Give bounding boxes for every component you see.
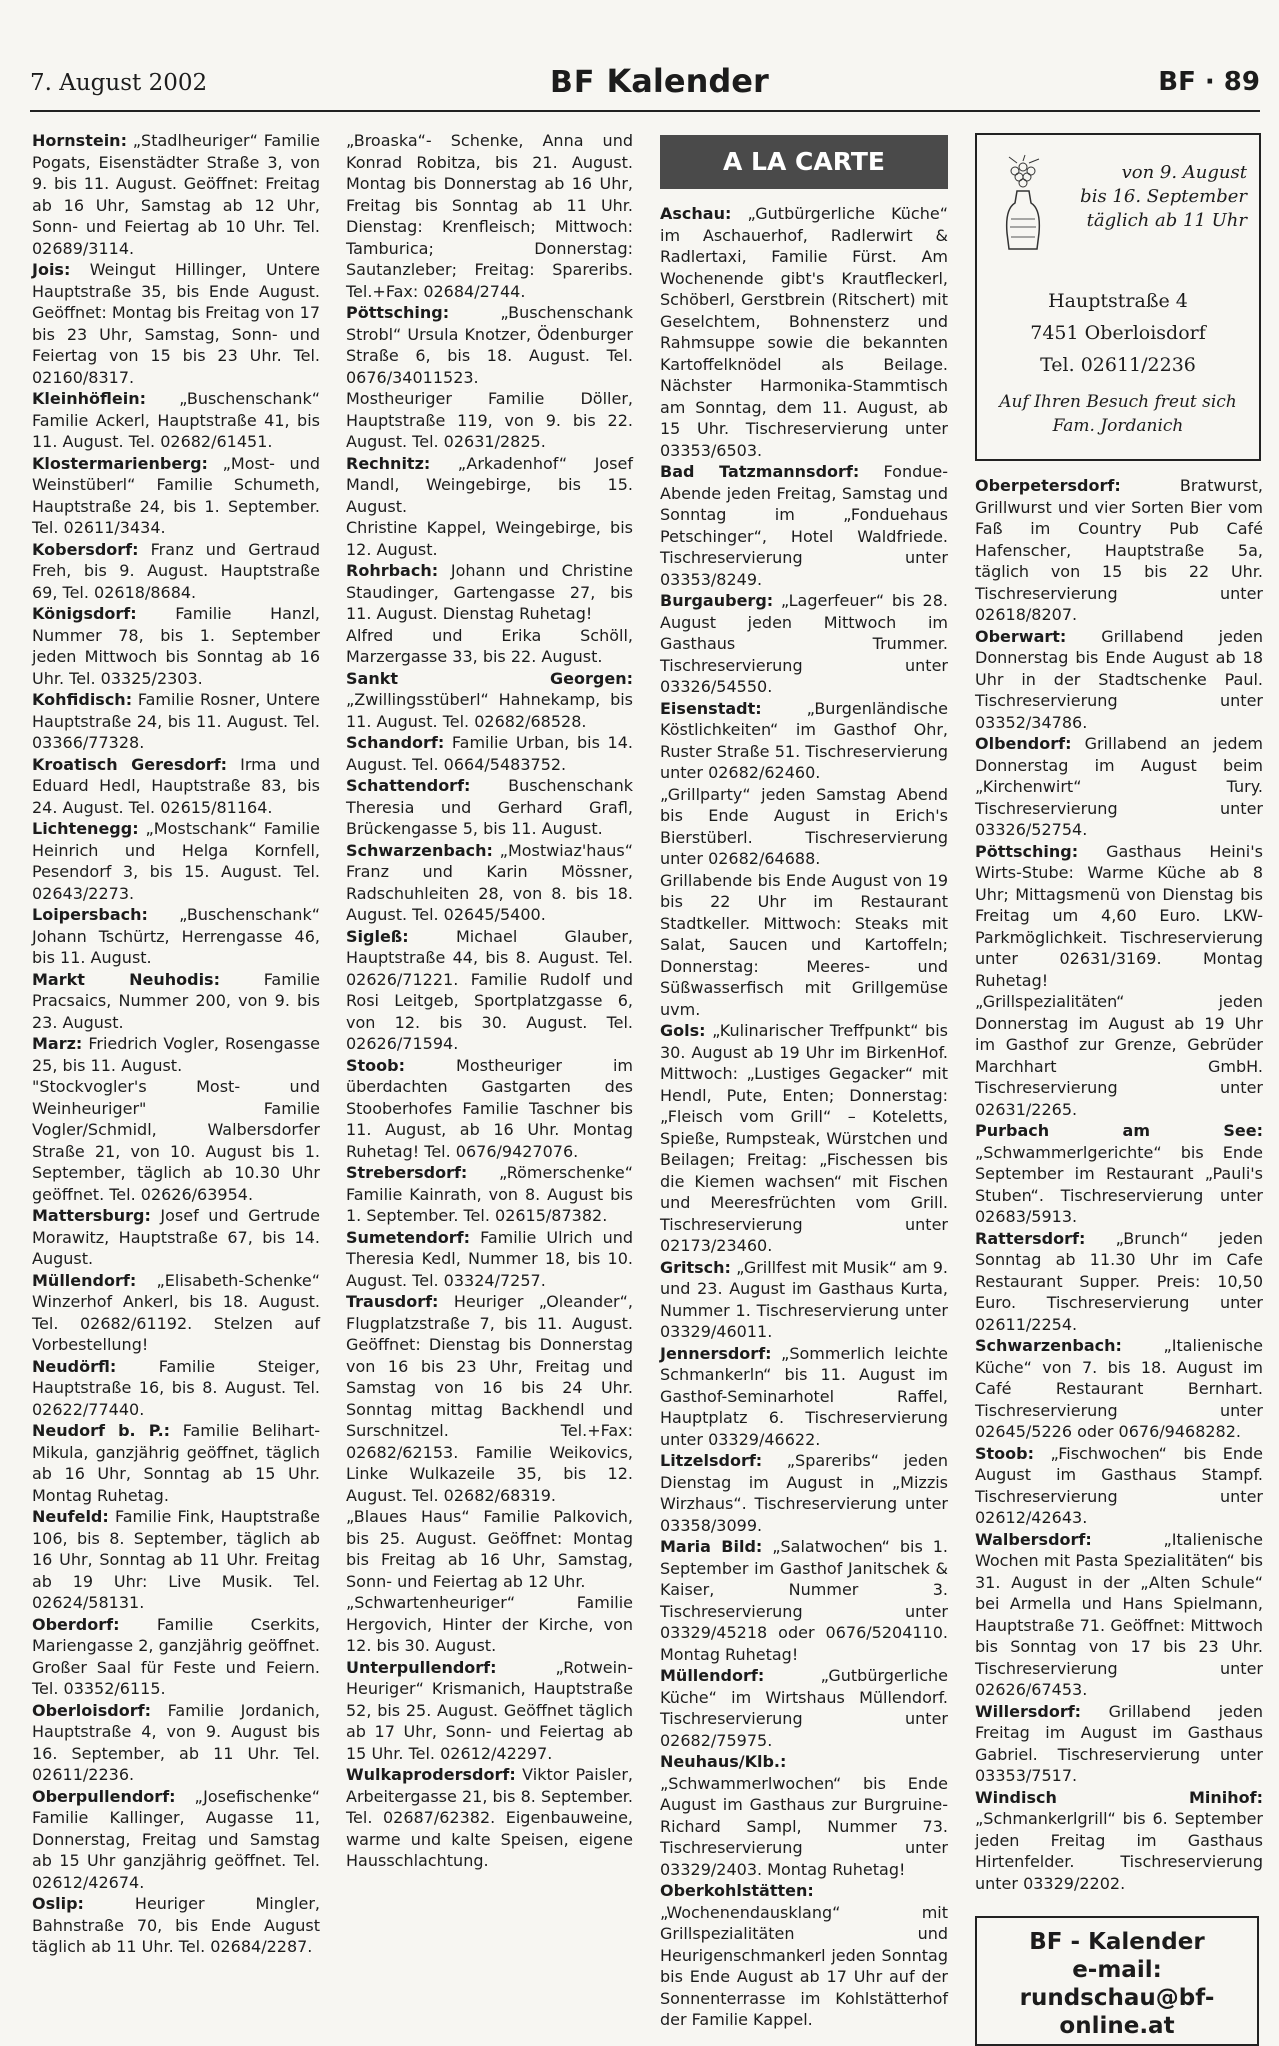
listing-place: Gritsch: [660,1257,731,1277]
listing-entry [660,1450,948,1536]
listing-text: Josef und Gertrude Morawitz, Hauptstraße 67, bis 14. August. [32,1206,320,1268]
listing-place: Mattersburg: [32,1206,151,1225]
column-1 [32,130,320,1958]
listing-text: „Fischwochen“ bis Ende August im Gasthaus Stampf. Tischreservierung unter 02612/42643. [975,1443,1263,1527]
listing-place: Sankt Georgen: [346,668,633,688]
ad-family: Fam. Jordanich [1052,416,1184,436]
listing-entry [32,1420,320,1506]
listing-text: „Zwillingsstüberl“ Hahnekamp, bis 11. August. Tel. 02682/68528. [346,690,633,731]
listing-entry [346,1657,633,1765]
listing-text: Familie Steiger, Hauptstraße 16, bis 8. August. Tel. 02622/77440. [32,1356,320,1419]
listing-entry [346,775,633,840]
page-number: BF · 89 [1158,67,1260,97]
ad-dates [1067,161,1247,233]
listing-text: Mostheuriger Familie Döller, Hauptstraße 119, von 9. bis 22. August. Tel. 02631/2825. [346,389,633,451]
listing-entry [975,626,1263,734]
listing-place: Neuhaus/Klb.: [660,1752,787,1771]
listing-place: Pöttsching: [975,841,1079,861]
listing-text: Grillabend an jedem Donnerstag im August beim „Kirchenwirt“ Tury. Tischreservierung unter 03326/52754. [975,734,1263,839]
ad-greeting: Auf Ihren Besuch freut sich [999,392,1237,412]
listing-place: Rattersdorf: [975,1228,1086,1248]
listing-place: Oberpullendorf: [32,1786,176,1806]
listing-place: Oberloisdorf: [32,1700,151,1720]
listing-place: Loipersbach: [32,905,148,924]
page-header [30,60,1260,112]
listing-entry [32,1205,320,1270]
listing-entry [975,841,1263,992]
column-3 [660,130,948,2031]
email-box-title: BF - Kalender [1029,1929,1205,1955]
listing-text: Michael Glauber, Hauptstraße 44, bis 8. August. Tel. 02626/71221. Familie Rudolf und Rosi Leitgeb, Sportplatzgasse 6, von 12. bis 30. August. Tel. 02626/71594. [346,926,633,1053]
listing-place: Neufeld: [32,1507,109,1526]
listing-place: Burgauberg: [660,591,774,610]
listing-text: „Lagerfeuer“ bis 28. August jeden Mittwoch im Gasthaus Trummer. Tischreservierung unter 03326/54550. [660,591,948,696]
grape-bottle-icon [995,153,1051,253]
listing-entry [975,1228,1263,1336]
listing-entry [346,1506,633,1592]
listing-place: Olbendorf: [975,734,1072,753]
listing-text: „Kulinarischer Treffpunkt“ bis 30. August ab 19 Uhr im BirkenHof. Mittwoch: „Lustiges Gegacker“ mit Hendl, Pute, Enten; Donnerstag: „Fleisch vom Grill“ – Koteletts, Spieße, Rumpsteak, Würstchen und Beilagen; Freitag: „Fischessen bis die Kiemen wachsen“ mit Fischen und Meeresfrüchten vom Grill. Tischreservierung unter 02173/23460. [660,1021,948,1255]
listing-entry [975,1701,1263,1787]
listing-text: „Stadlheuriger“ Familie Pogats, Eisenstädter Straße 3, von 9. bis 11. August. Geöffnet: Freitag ab 16 Uhr, Samstag ab 12 Uhr, Sonn- und Feiertag ab 10 Uhr. Tel. 02689/3114. [32,131,320,258]
listing-text: „Elisabeth-Schenke“ Winzerhof Ankerl, bis 18. August. Tel. 02682/61192. Stelzen auf Vorbestellung! [32,1270,320,1354]
listing-entry [660,1880,948,2031]
listing-text: Familie Pracsaics, Nummer 200, von 9. bis 23. August. [32,969,320,1032]
listing-entry [346,840,633,926]
listing-text: Mostheuriger im überdachten Gastgarten des Stooberhofes Familie Taschner bis 11. August, ab 16 Uhr. Montag Ruhetag! Tel. 0676/9427076. [346,1055,633,1161]
listing-text: „Schwammerlgerichte“ bis Ende September im Restaurant „Pauli's Stuben“. Tischreservierung unter 02683/5913. [975,1142,1263,1226]
listing-place: Sigleß: [346,926,409,946]
a-la-carte-banner: A LA CARTE [660,135,948,189]
listing-text: „Josefischenke“ Familie Kallinger, Augasse 11, Donnerstag, Freitag und Samstag ab 15 Uhr ganzjährig geöffnet. Tel. 02612/42674. [32,1786,320,1892]
listing-text: „Mostschank“ Familie Heinrich und Helga Kornfell, Pesendorf 3, bis 15. August. Tel. 02643/2273. [32,819,320,903]
listing-entry [346,560,633,625]
listing-text: „Buschenschank“ Familie Ackerl, Hauptstraße 41, bis 11. August. Tel. 02682/61451. [32,389,320,451]
listing-entry [660,461,948,590]
listing-place: Oberwart: [975,626,1067,646]
listing-entry [660,698,948,784]
listing-place: Willersdorf: [975,1701,1082,1721]
listing-text: „Gutbürgerliche Küche“ im Aschauerhof, Radlerwirt & Radlertaxi, Familie Fürst. Am Wochenende gibt's Krautfleckerl, Schöberl, Gerstbrein (Ritschert) mit Geselchtem, Bohnensterz und Rahmsuppe sowie die bekannten Kartoffelknödel als Beilage. Nächster Harmonika-Stammtisch am Sonntag, dem 11. August, ab 15 Uhr. Tischreservierung unter 03353/6503. [660,204,948,460]
listing-text: Familie Belihart-Mikula, ganzjährig geöffnet, täglich ab 16 Uhr, Sonntag ab 15 Uhr. Montag Ruhetag. [32,1421,320,1505]
listing-place: Schandorf: [346,733,445,752]
listing-text: Christine Kappel, Weingebirge, bis 12. August. [346,518,633,559]
listing-text: „Burgenländische Köstlichkeiten“ im Gasthof Ohr, Ruster Straße 51. Tischreservierung unter 02682/62460. [660,698,948,782]
listing-place: Lichtenegg: [32,819,139,838]
listing-entry [660,1751,948,1880]
listing-entry [660,1343,948,1451]
issue-date: 7. August 2002 [30,70,208,96]
listing-entry [346,1592,633,1657]
listing-text: Irma und Eduard Hedl, Hauptstraße 83, bis 24. August. Tel. 02615/81164. [32,754,321,817]
listing-place: Kroatisch Geresdorf: [32,754,228,774]
listing-text: Familie Jordanich, Hauptstraße 4, von 9. August bis 16. September, ab 11 Uhr. Tel. 02611/2236. [32,1700,320,1784]
listing-place: Maria Bild: [660,1537,763,1556]
listing-entry [346,926,633,1055]
listing-place: Oslip: [32,1894,84,1913]
listing-entry [660,870,948,1021]
listing-entry [660,590,948,698]
listing-text: Familie Rosner, Untere Hauptstraße 24, bis 11. August. Tel. 03366/77328. [32,690,320,752]
listing-entry [346,1764,633,1872]
listing-entry [346,517,633,560]
listing-place: Pöttsching: [346,303,450,322]
listing-entry [32,1893,320,1958]
listing-place: Kobersdorf: [32,539,139,559]
listing-entry [346,1162,633,1227]
listing-text: „Blaues Haus“ Familie Palkovich, bis 25. August. Geöffnet: Montag bis Freitag ab 16 Uhr, Samstag, Sonn- und Feiertag ab 12 Uhr. [346,1507,633,1591]
listing-place: Trausdorf: [346,1292,439,1311]
listing-place: Neudörfl: [32,1356,117,1376]
listing-text: „Broaska“- Schenke, Anna und Konrad Robitza, bis 21. August. Montag bis Donnerstag ab 16 Uhr, Freitag bis Sonntag ab 11 Uhr. Dienstag: Krenfleisch; Mittwoch: Tamburica; Donnerstag: Sautanzleber; Freitag: Spareribs. Tel.+Fax: 02684/2744. [346,131,633,301]
email-address-part-1[interactable]: rundschau@bf- [1019,1985,1215,2011]
listing-text: Fondue-Abende jeden Freitag, Samstag und Sonntag im „Fonduehaus Petschinger“, Hotel Waldfriede. Tischreservierung unter 03353/8249. [660,462,948,589]
listing-text: Familie Urban, bis 14. August. Tel. 0664/5483752. [346,733,633,774]
listing-entry [32,1076,320,1205]
listing-entry [975,1787,1263,1895]
listing-text: Heuriger „Oleander“, Flugplatzstraße 7, bis 11. August. Geöffnet: Dienstag bis Donnerstag von 16 bis 23 Uhr, Freitag und Samstag von 16 bis 24 Uhr. Sonntag mittag Backhendl und Surschnitzel. Tel.+Fax: 02682/62153. Familie Weikovics, Linke Wulkazeile 35, bis 12. August. Tel. 02682/68319. [346,1292,633,1505]
column-4-list [975,475,1263,1894]
ad-date-to: bis 16. September [1080,186,1247,207]
listing-entry [660,1020,948,1257]
listing-place: Schwarzenbach: [346,840,493,860]
listing-text: Buschenschank Theresia und Gerhard Grafl, Brückengasse 5, bis 11. August. [346,776,633,838]
listing-entry [32,388,320,453]
listing-text: „Italienische Küche“ von 7. bis 18. August im Café Restaurant Bernhart. Tischreservierung unter 02645/5226 oder 0676/9468282. [975,1336,1263,1441]
listing-entry [975,1529,1263,1701]
listing-text: „Schmankerlgrill“ bis 6. September jeden Freitag im Gasthaus Hirtenfelder. Tischreservierung unter 03329/2202. [975,1809,1263,1893]
listing-text: „Buschenschank Strobl“ Ursula Knotzer, Ödenburger Straße 6, bis 18. August. Tel. 0676/34011523. [346,303,633,387]
listing-text: „Schwartenheuriger“ Familie Hergovich, Hinter der Kirche, von 12. bis 30. August. [346,1593,633,1655]
listing-place: Müllendorf: [660,1666,765,1685]
listing-entry [346,453,633,518]
listing-entry [975,1335,1263,1443]
ad-city: 7451 Oberloisdorf [1030,322,1206,344]
listing-place: Walbersdorf: [975,1529,1092,1549]
listing-text: Franz und Gertraud Freh, bis 9. August. Hauptstraße 69, Tel. 02618/8684. [32,539,321,602]
listing-place: Windisch Minihof: [975,1787,1263,1807]
listing-text: Heuriger Mingler, Bahnstraße 70, bis Ende August täglich ab 11 Uhr. Tel. 02684/2287. [32,1894,320,1956]
listing-entry [32,904,320,969]
email-address-part-2[interactable]: online.at [1059,2013,1175,2039]
listing-place: Rechnitz: [346,453,431,473]
ad-date-from: von 9. August [1121,162,1247,183]
listing-place: Stoob: [975,1443,1035,1463]
listing-place: Bad Tatzmannsdorf: [660,462,860,481]
email-label: e-mail: [1072,1957,1162,1983]
listing-place: Kohfidisch: [32,690,133,709]
listing-entry [32,969,320,1034]
listing-entry [660,203,948,461]
listing-text: „Grillspezialitäten“ jeden Donnerstag im August ab 19 Uhr im Gasthof zur Grenze, Gebrüder Marchhart GmbH. Tischreservierung unter 02631/2265. [975,992,1263,1119]
listing-place: Müllendorf: [32,1270,137,1290]
listing-entry [32,1270,320,1356]
listing-entry [975,1120,1263,1228]
listing-text: „Grillfest mit Musik“ am 9. und 23. August im Gasthaus Kurta, Nummer 1. Tischreservierung unter 03329/46011. [660,1257,948,1341]
listing-text: „Italienische Wochen mit Pasta Spezialitäten“ bis 31. August in der „Alten Schule“ bei Armella und Hans Spielmann, Hauptstraße 71. Geöffnet: Mittwoch bis Sonntag von 17 bis 23 Uhr. Tischreservierung unter 02626/67453. [975,1529,1263,1699]
listing-entry [32,130,320,259]
ad-address [977,285,1259,381]
listing-text: „Arkadenhof“ Josef Mandl, Weingebirge, bis 15. August. [346,453,633,516]
ad-signature [977,390,1259,438]
listing-entry [975,1443,1263,1529]
listing-text: Alfred und Erika Schöll, Marzergasse 33, bis 22. August. [346,625,633,666]
listing-place: Oberkohlstätten: [660,1881,814,1900]
listing-text: Viktor Paisler, Arbeitergasse 21, bis 8. September. Tel. 02687/62382. Eigenbauweine, warme und kalte Speisen, eigene Hausschlachtung. [346,1765,633,1870]
listing-text: Bratwurst, Grillwurst und vier Sorten Bier vom Faß im Country Pub Café Hafenscher, Hauptstraße 5a, täglich von 15 bis 22 Uhr. Tischreservierung unter 02618/8207. [975,476,1263,624]
listing-entry [32,1033,320,1076]
listing-text: „Rotwein-Heuriger“ Krismanich, Hauptstraße 52, bis 25. August. Geöffnet täglich ab 17 Uhr, Sonn- und Feiertag ab 15 Uhr. Tel. 02612/42297. [346,1657,633,1763]
bf-logo: BF [550,65,596,100]
listing-entry [32,1614,320,1700]
listing-place: Sumetendorf: [346,1227,471,1247]
ad-street: Hauptstraße 4 [1048,290,1188,312]
listing-place: Königsdorf: [32,604,137,623]
listing-entry [346,388,633,453]
listing-place: Purbach am See: [975,1121,1263,1140]
listing-entry [32,1786,320,1894]
listing-text: „Salatwochen“ bis 1. September im Gasthof Janitschek & Kaiser, Nummer 3. Tischreservierung unter 03329/45218 oder 0676/5204110. Montag Ruhetag! [660,1537,948,1664]
listing-entry [660,1536,948,1665]
listing-place: Schattendorf: [346,776,471,795]
listing-entry [975,733,1263,841]
listing-place: Markt Neuhodis: [32,969,220,989]
listing-place: Oberpetersdorf: [975,476,1121,495]
listing-place: Stoob: [346,1055,406,1075]
listing-place: Hornstein: [32,131,127,150]
listing-text: „Sommerlich leichte Schmankerln“ bis 11. August im Gasthof-Seminarhotel Raffel, Hauptplatz 6. Tischreservierung unter 03329/46622. [660,1343,948,1449]
listing-entry [32,689,320,754]
listing-text: „Spareribs“ jeden Dienstag im August in „Mizzis Wirzhaus“. Tischreservierung unter 03358/3099. [660,1451,948,1535]
listing-entry [660,784,948,870]
listing-text: Familie Fink, Hauptstraße 106, bis 8. September, täglich ab 16 Uhr, Sonntag ab 11 Uhr. Freitag ab 19 Uhr: Live Musik. Tel. 02624/58131. [32,1507,320,1612]
listing-entry [346,1291,633,1506]
listing-text: „Mostwiaz'haus“ Franz und Karin Mössner, Radschuhleiten 28, von 8. bis 18. August. Tel. 02645/5400. [346,840,633,924]
listing-place: Jois: [32,260,71,279]
listing-place: Aschau: [660,204,732,223]
listing-entry [346,130,633,302]
listing-text: „Römerschenke“ Familie Kainrath, von 8. August bis 1. September. Tel. 02615/87382. [346,1163,633,1225]
email-box [975,1916,1259,2046]
listing-text: Gasthaus Heini's Wirts-Stube: Warme Küche ab 8 Uhr; Mittagsmenü von Dienstag bis Freitag um 4,60 Euro. LKW-Parkmöglichkeit. Tischreservierung unter 02631/3169. Montag Ruhetag! [975,841,1263,990]
listing-place: Litzelsdorf: [660,1451,763,1470]
listing-place: Unterpullendorf: [346,1657,497,1677]
listing-entry [975,475,1263,626]
listing-entry [32,1356,320,1421]
listing-place: Strebersdorf: [346,1163,468,1182]
listing-text: Johann und Christine Staudinger, Gartengasse 27, bis 11. August. Dienstag Ruhetag! [346,561,633,623]
listing-entry [346,302,633,388]
listing-text: „Gutbürgerliche Küche“ im Wirtshaus Müllendorf. Tischreservierung unter 02682/75975. [660,1666,948,1750]
a-la-carte-list [660,203,948,2031]
listing-entry [660,1257,948,1343]
listing-place: Schwarzenbach: [975,1336,1122,1355]
listing-text: „Schwammerlwochen“ bis Ende August im Gasthaus zur Burgruine-Richard Sampl, Nummer 73. Tischreservierung unter 03329/2403. Montag Ruhetag! [660,1773,948,1879]
column-2 [346,130,633,1872]
listing-entry [346,732,633,775]
listing-text: Familie Cserkits, Mariengasse 2, ganzjährig geöffnet. Großer Saal für Feste und Feiern. Tel. 03352/6115. [32,1614,320,1698]
listing-place: Klostermarienberg: [32,453,208,473]
listing-text: „Wochenendausklang“ mit Grillspezialitäten und Heurigenschmankerl jeden Sonntag bis Ende August ab 17 Uhr auf der Sonnenterrasse im Kohlstätterhof der Familie Kappel. [660,1902,948,2029]
listing-place: Marz: [32,1034,83,1053]
listing-place: Oberdorf: [32,1614,120,1634]
listing-entry [32,1506,320,1614]
listing-text: Grillabend jeden Freitag im August im Gasthaus Gabriel. Tischreservierung unter 03353/7517. [975,1701,1263,1785]
listing-text: Grillabende bis Ende August von 19 bis 22 Uhr im Restaurant Stadtkeller. Mittwoch: Steaks mit Salat, Saucen und Kartoffeln; Donnerstag: Meeres- und Süßwasserfisch mit Grillgemüse uvm. [660,870,948,1019]
listing-text: „Most- und Weinstüberl“ Familie Schumeth, Hauptstraße 24, bis 1. September. Tel. 02611/3434. [32,453,320,537]
listing-entry [660,1665,948,1751]
listing-entry [32,603,320,689]
listing-entry [346,668,633,733]
listing-text: „Grillparty“ jeden Samstag Abend bis Ende August in Erich's Bierstüberl. Tischreservierung unter 02682/64688. [660,784,948,868]
listing-entry [975,991,1263,1120]
listing-entry [32,453,320,539]
listing-place: Neudorf b. P.: [32,1421,171,1440]
listing-place: Eisenstadt: [660,698,762,718]
listing-entry [32,259,320,388]
listing-entry [32,754,320,819]
listing-text: "Stockvogler's Most- und Weinheuriger" Familie Vogler/Schmidl, Walbersdorfer Straße 21, von 10. August bis 1. September, täglich ab 10.30 Uhr geöffnet. Tel. 02626/63954. [32,1077,320,1204]
listing-entry [32,818,320,904]
listing-entry [32,1700,320,1786]
listing-entry [346,1227,633,1292]
listing-place: Wulkaprodersdorf: [346,1765,516,1784]
section-title [550,62,769,100]
listing-place: Rohrbach: [346,561,439,580]
listing-text: Weingut Hillinger, Untere Hauptstraße 35, bis Ende August. Geöffnet: Montag bis Freitag von 17 bis 23 Uhr, Samstag, Sonn- und Feiertag von 15 bis 23 Uhr. Tel. 02160/8317. [32,260,320,387]
listing-text: Friedrich Vogler, Rosengasse 25, bis 11. August. [32,1034,321,1075]
jordanich-advertisement [975,133,1261,461]
listing-text: Familie Ulrich und Theresia Kedl, Nummer 18, bis 10. August. Tel. 03324/7257. [346,1227,634,1290]
listing-text: Familie Hanzl, Nummer 78, bis 1. September jeden Mittwoch bis Sonntag ab 16 Uhr. Tel. 03325/2303. [32,604,320,688]
listing-place: Kleinhöflein: [32,389,146,408]
listing-place: Gols: [660,1021,706,1040]
listing-entry [346,1055,633,1163]
listing-entry [346,625,633,668]
column-4 [975,130,1263,2046]
listing-text: Grillabend jeden Donnerstag bis Ende August ab 18 Uhr in der Stadtschenke Paul. Tischreservierung unter 03352/34786. [975,626,1263,732]
section-title-word: Kalender [606,62,769,100]
ad-opening-time: täglich ab 11 Uhr [1086,210,1247,231]
listing-entry [32,539,320,604]
listing-place: Jennersdorf: [660,1343,772,1363]
listing-text: „Brunch“ jeden Sonntag ab 11.30 Uhr im Cafe Restaurant Supper. Preis: 10,50 Euro. Tischreservierung unter 02611/2254. [975,1228,1263,1334]
listing-text: „Buschenschank“ Johann Tschürtz, Herrengasse 46, bis 11. August. [32,905,320,967]
ad-phone: Tel. 02611/2236 [1040,354,1196,376]
